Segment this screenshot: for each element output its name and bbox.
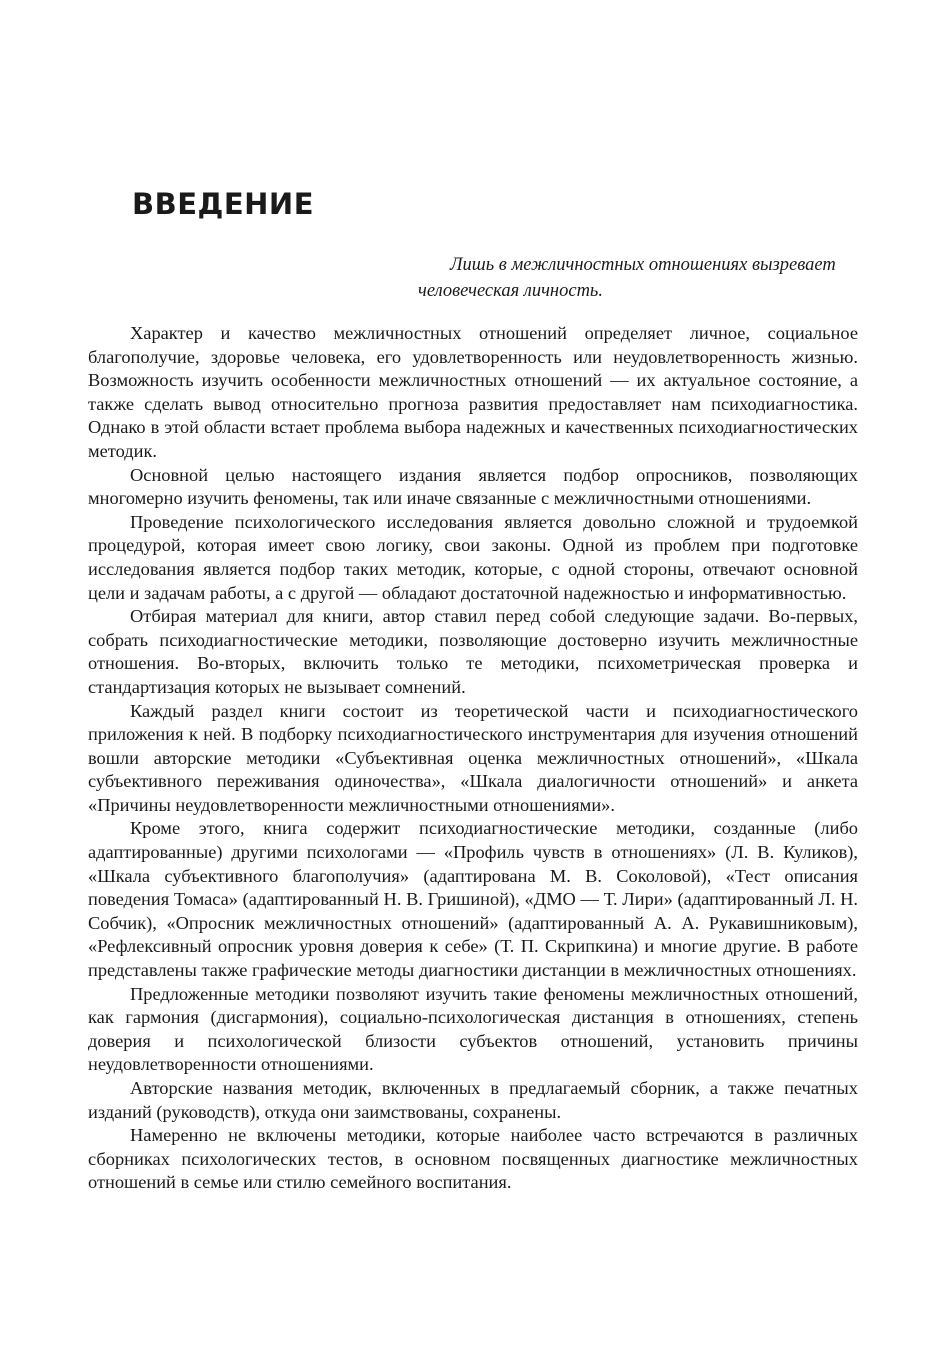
paragraph: Намеренно не включены методики, которые наиболее часто встречаются в различных сборниках психологических тестов, в основном посвященных диагностике межличностных отношений в семье или стилю семейного воспитания. <box>88 1125 858 1193</box>
paragraph: Авторские названия методик, включенных в предлагаемый сборник, а также печатных изданий (руководств), откуда они заимствованы, сохранены. <box>88 1078 858 1122</box>
epigraph <box>418 252 858 304</box>
body-text <box>88 322 858 1195</box>
paragraph: Кроме этого, книга содержит психодиагностические методики, созданные (либо адаптированные) другими психологами — «Профиль чувств в отношениях» (Л. В. Куликов), «Шкала субъективного благополучия» (адаптирована М. В. Соколовой), «Тест описания поведения Томаса» (адаптированный Н. В. Гришиной), «ДМО — Т. Лири» (адаптированный Л. Н. Собчик), «Опросник межличностных отношений» (адаптированный А. А. Рукавишниковым), «Рефлексивный опросник уровня доверия к себе» (Т. П. Скрипкина) и многие другие. В работе представлены также графические методы диагностики дистанции в межличностных отношениях. <box>88 818 858 981</box>
epigraph-line: человеческая личность. <box>418 281 603 301</box>
paragraph: Каждый раздел книги состоит из теоретической части и психодиагностического приложения к ней. В подборку психодиагностического инструментария для изучения отношений вошли авторские методики «Субъективная оценка межличностных отношений», «Шкала субъективного переживания одиночества», «Шкала диалогичности отношений» и анкета «Причины неудовлетворенности межличностными отношениями». <box>88 700 858 815</box>
chapter-title: ВВЕДЕНИЕ <box>132 187 315 221</box>
paragraph: Отбирая материал для книги, автор ставил перед собой следующие задачи. Во-первых, собрать психодиагностические методики, позволяющие достоверно изучить межличностные отношения. Во-вторых, включить только те методики, психометрическая проверка и стандартизация которых не вызывает сомнений. <box>88 606 858 697</box>
paragraph: Проведение психологического исследования является довольно сложной и трудоемкой процедурой, которая имеет свою логику, свои законы. Одной из проблем при подготовке исследования является подбор таких методик, которые, с одной стороны, отвечают основной цели и задачам работы, а с другой — обладают достаточной надежностью и информативностью. <box>88 511 858 603</box>
paragraph: Основной целью настоящего издания является подбор опросников, позволяющих многомерно изучить феномены, так или иначе связанные с межличностными отношениями. <box>88 464 858 509</box>
epigraph-line: Лишь в межличностных отношениях вызревает <box>450 255 836 275</box>
paragraph: Характер и качество межличностных отношений определяет личное, социальное благополучие, здоровье человека, его удовлетворенность или неудовлетворенность жизнью. Возможность изучить особенности межличностных отношений — их актуальное состояние, а также сделать вывод относительно прогноза развития предоставляет нам психодиагностика. Однако в этой области встает проблема выбора надежных и качественных психодиагностических методик. <box>88 323 858 461</box>
paragraph: Предложенные методики позволяют изучить такие феномены межличностных отношений, как гармония (дисгармония), социально-психологическая дистанция в отношениях, степень доверия и психологической близости субъектов отношений, установить причины неудовлетворенности отношениями. <box>88 983 858 1075</box>
